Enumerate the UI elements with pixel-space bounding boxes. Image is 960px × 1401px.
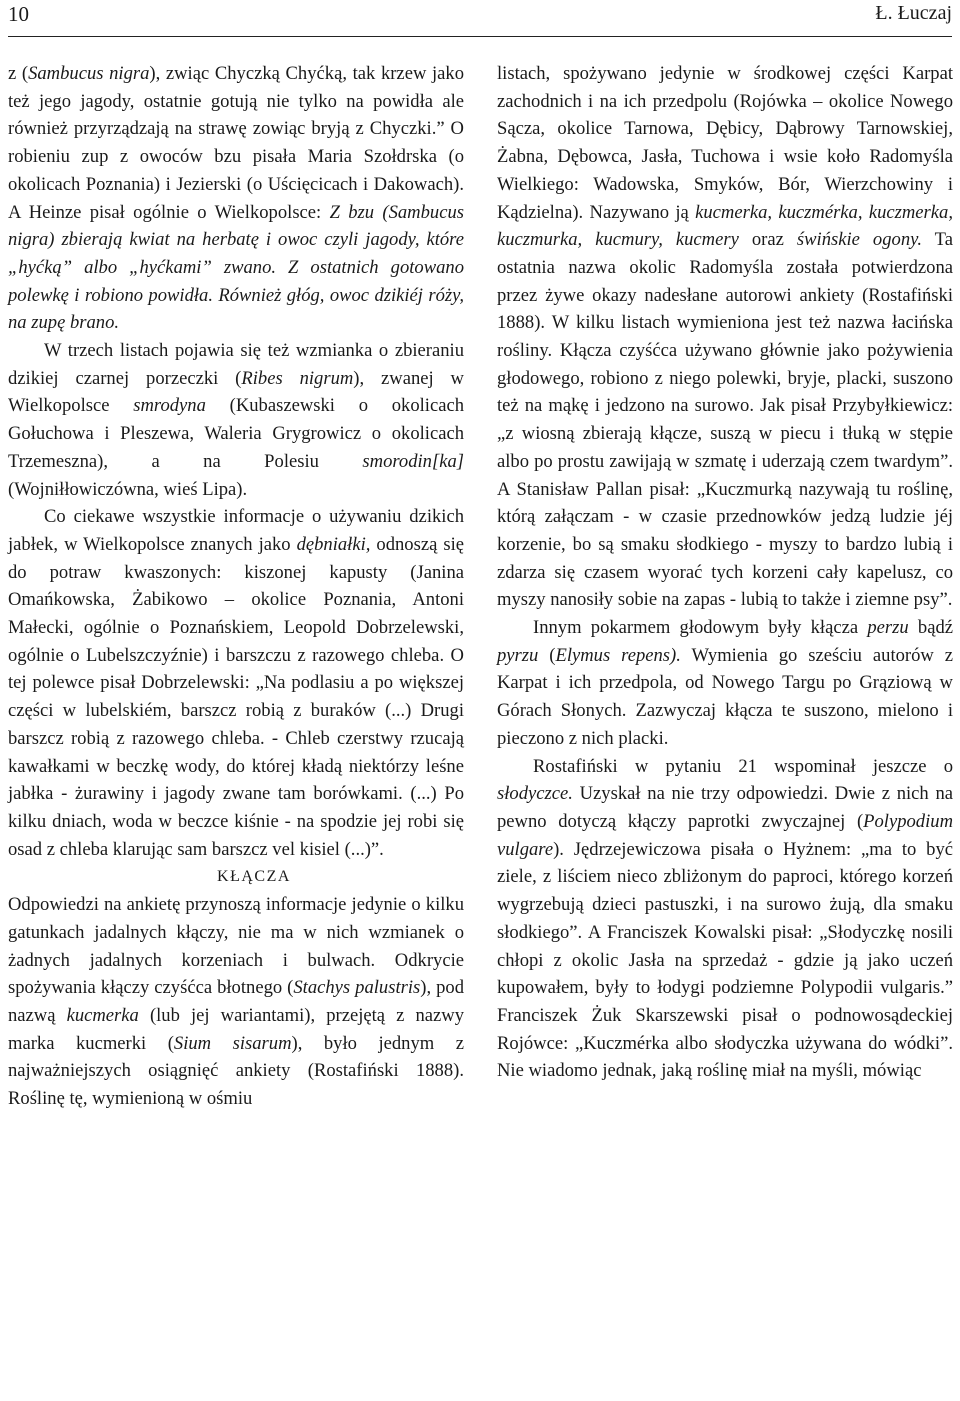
paragraph-kucmerka: listach, spożywano jedynie w środkowej części Karpat zachodnich i na ich przedpolu (Rojówka – okolice Nowego Sącza, okolice Tarnowa, Dębicy, Dąbrowy Tarnowskiej, Żabna, Dębowca, Jasła, Tuchowa i wsie koło Radomyśla Wielkiego: Wadowska, Smyków, Bór, Wierzchowiny i Kądzielna). Nazywano ją kucmerka, kuczmérka, kuczmerka, kuczmurka, kucmury, kucmery oraz świńskie ogony. Ta ostatnia nazwa okolic Radomyśla została potwierdzona przez żywe okazy nadesłane autorowi ankiety (Rostafiński 1888). W kilku listach wymieniona jest też nazwa łacińska rośliny. Kłącza czyśćca używano głównie jako pożywienia głodowego, robiono z niego polewki, bryje, placki, suszono też na mąkę i jedzono na surowo. Jak pisał Przybyłkiewicz: „z wiosną zbierają kłącze, suszą w piecu i tłuką w stępie albo po prostu zawijają w szmatę i uderzają czem twardym”. A Stanisław Pallan pisał: „Kuczmurką nazywają tu roślinę, którą załączam - w czasie przednowków jedzą ludzie jéj korzenie, bo są smaku słodkiego - myszy to bardzo lubią i zdarza się czasem wyorać tych korzeni cały kapelusz, co myszy nanosiły sobie na zapas - lubią to także i ziemne psy”.: [497, 63, 953, 611]
paragraph-perz: Innym pokarmem głodowym były kłącza perzu bądź pyrzu (Elymus repens). Wymienia go sześciu autorów z Karpat i ich przedpola, od Nowego Targu po Grąziową w Górach Słonych. Zazwyczaj kłącza te suszono, mielono i pieczono z nich placki.: [497, 617, 954, 749]
section-title: KŁĄCZA: [217, 868, 291, 886]
left-column: [8, 60, 464, 1113]
paragraph-slodyczka: Rostafiński w pytaniu 21 wspominał jeszcze o słodyczce. Uzyskał na nie trzy odpowiedzi. Dwie z nich na pewno dotyczą kłączy paprotki zwyczajnej (Polypodium vulgare). Jędrzejewiczowa pisała o Hyżnem: „ma to być ziele, z liściem nieco zbliżonym do paproci, którego korzeń wygrzebują dzieci pastuszki, i na surowo żują, dla smaku słodkiego”. A Franciszek Kowalski pisał: „Słodyczkę nosili chłopi z okolic Jasła na sprzedaż - gdzie ją jako uczeń kupowałem, były to łodygi podziemne Polypodii vulgaris.” Franciszek Żuk Skarszewski pisał o podnowosądeckiej Rojówce: „Kuczmérka albo słodyczka używana do wódki”. Nie wiadomo jednak, jaką roślinę miał na myśli, mówiąc: [497, 755, 953, 1082]
paragraph-ribes: W trzech listach pojawia się też wzmianka o zbieraniu dzikiej czarnej porzeczki (Ribes nigrum), zwanej w Wielkopolsce smrodyna (Kubaszewski o okolicach Gołuchowa i Pleszewa, Waleria Grygrowicz o okolicach Trzemeszna), a na Polesiu smorodin[ka] (Wojniłłowiczówna, wieś Lipa).: [8, 340, 465, 500]
running-head-author: Ł. Łuczaj: [875, 2, 952, 24]
paragraph-wild-apples: Co ciekawe wszystkie informacje o używaniu dzikich jabłek, w Wielkopolsce znanych jako dębniałki, odnoszą się do potraw kwaszonych: kiszonej kapusty (Janina Omańkowska, Żabikowo – okolice Poznania, Antoni Małecki, ogólnie o Poznańskiem, Leopold Dobrzelewski, ogólnie o Lubelszczyźnie) i barszczu z razowego chleba. O tej polewce pisał Dobrzelewski: „Na podlasiu a po większej części w lubelskiém, barszcz robią z buraków (...) Drugi barszcz robią z razowego chleba. - Chleb czerstwy rzucają kawałkami w beczkę wody, do której kładą niektórzy leśne jabłka - żurawiny i jagody zwane tam borówkami. (...) Po kilku dniach, woda w beczce kiśnie - na spodzie jej robi się osad z chleba klarując sam barszcz vel kisiel (...)”.: [8, 506, 464, 860]
paragraph-sambucus: z (Sambucus nigra), zwiąc Chyczką Chyćką, tak krzew jako też jego jagody, ostatnie gotują nie tylko na powidła ale również przyrządzają na strawę zowiąc bryją z Chyczki.” O robieniu zup z owoców bzu pisała Maria Szołdrska (o okolicach Poznania) i Jezierski (o Uścięcicach i Dakowach). A Heinze pisał ogólnie o Wielkopolsce: Z bzu (Sambucus nigra) zbierają kwiat na herbatę i owoc czyli jagody, które „hyćką” albo „hyćkami” zwano. Z ostatnich gotowano polewkę i robiono powidła. Również głóg, owoc dzikiéj róży, na zupę brano.: [8, 63, 465, 334]
page-number: 10: [8, 2, 29, 26]
paragraph-rhizomes: Odpowiedzi na ankietę przynoszą informacje jedynie o kilku gatunkach jadalnych kłączy, nie ma w nich wzmianek o żadnych jadalnych korzeniach i bulwach. Odkrycie spożywania kłączy czyśćca błotnego (Stachys palustris), pod nazwą kucmerka (lub jej wariantami), przejętą z nazwy marka kucmerki (Sium sisarum), było jednym z najważniejszych osiągnięć ankiety (Rostafiński 1888). Roślinę tę, wymienioną w ośmiu: [8, 894, 464, 1110]
right-column: [497, 60, 953, 1085]
page-header: [8, 0, 952, 37]
